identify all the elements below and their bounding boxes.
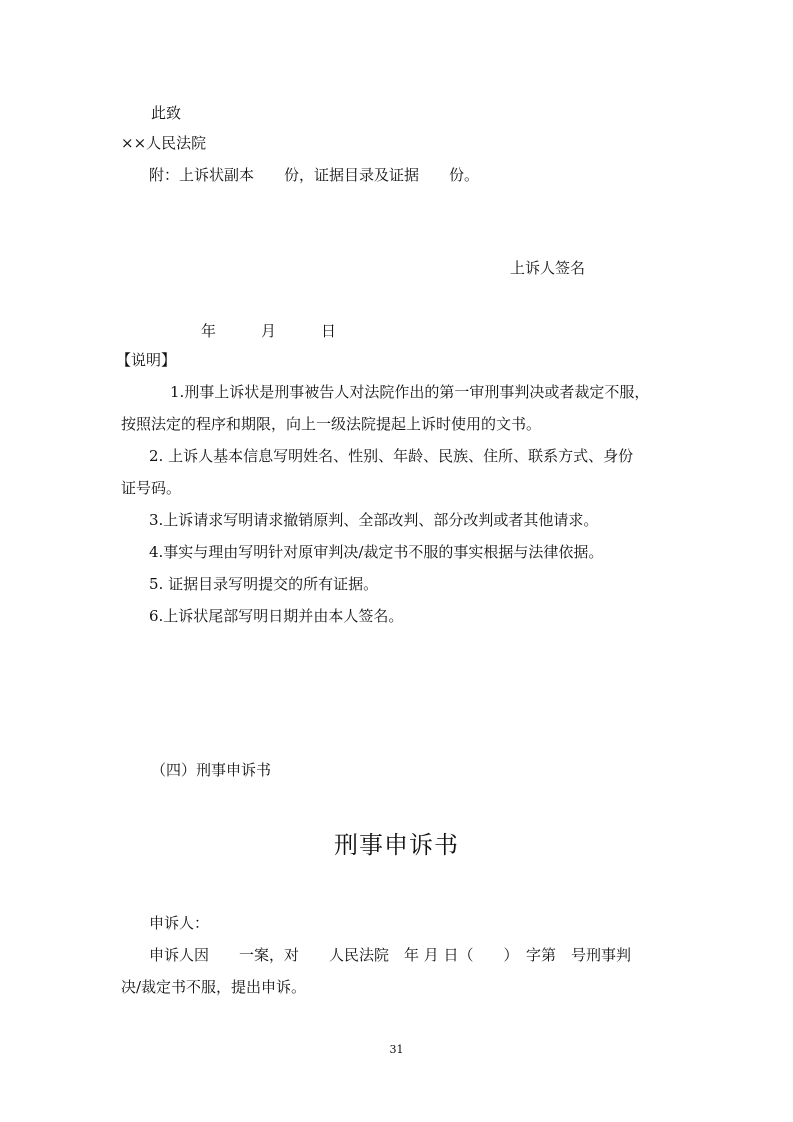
note-item: 3.上诉请求写明请求撤销原判、全部改判、部分改判或者其他请求。 [149,511,599,529]
salutation: 此致 [151,104,182,122]
petitioner-label: 申诉人： [149,914,210,932]
body-line: 决/裁定书不服，提出申诉。 [121,978,307,996]
note-item: 按照法定的程序和期限，向上一级法院提起上诉时使用的文书。 [121,415,542,433]
note-item: 1.刑事上诉状是刑事被告人对法院作出的第一审刑事判决或者裁定不服， [170,383,650,401]
notes-heading: 【说明】 [116,351,177,369]
page-number: 31 [389,1043,404,1056]
note-item: 6.上诉状尾部写明日期并由本人签名。 [149,607,404,625]
body-line: 申诉人因 一案，对 人民法院 年 月 日（ ） 字第 号刑事判 [149,946,632,964]
signature-label: 上诉人签名 [510,259,586,277]
note-item: 证号码。 [121,479,182,497]
date-line: 年 月 日 [201,322,337,340]
court-name: ××人民法院 [121,134,207,152]
note-item: 5. 证据目录写明提交的所有证据。 [149,575,379,593]
note-item: 2. 上诉人基本信息写明姓名、性别、年龄、民族、住所、联系方式、身份 [149,447,634,465]
note-item: 4.事实与理由写明针对原审判决/裁定书不服的事实根据与法律依据。 [149,543,604,561]
section-label: （四）刑事申诉书 [151,761,272,779]
document-title: 刑事申诉书 [334,831,459,859]
attachments-line: 附：上诉状副本 份，证据目录及证据 份。 [149,166,480,184]
